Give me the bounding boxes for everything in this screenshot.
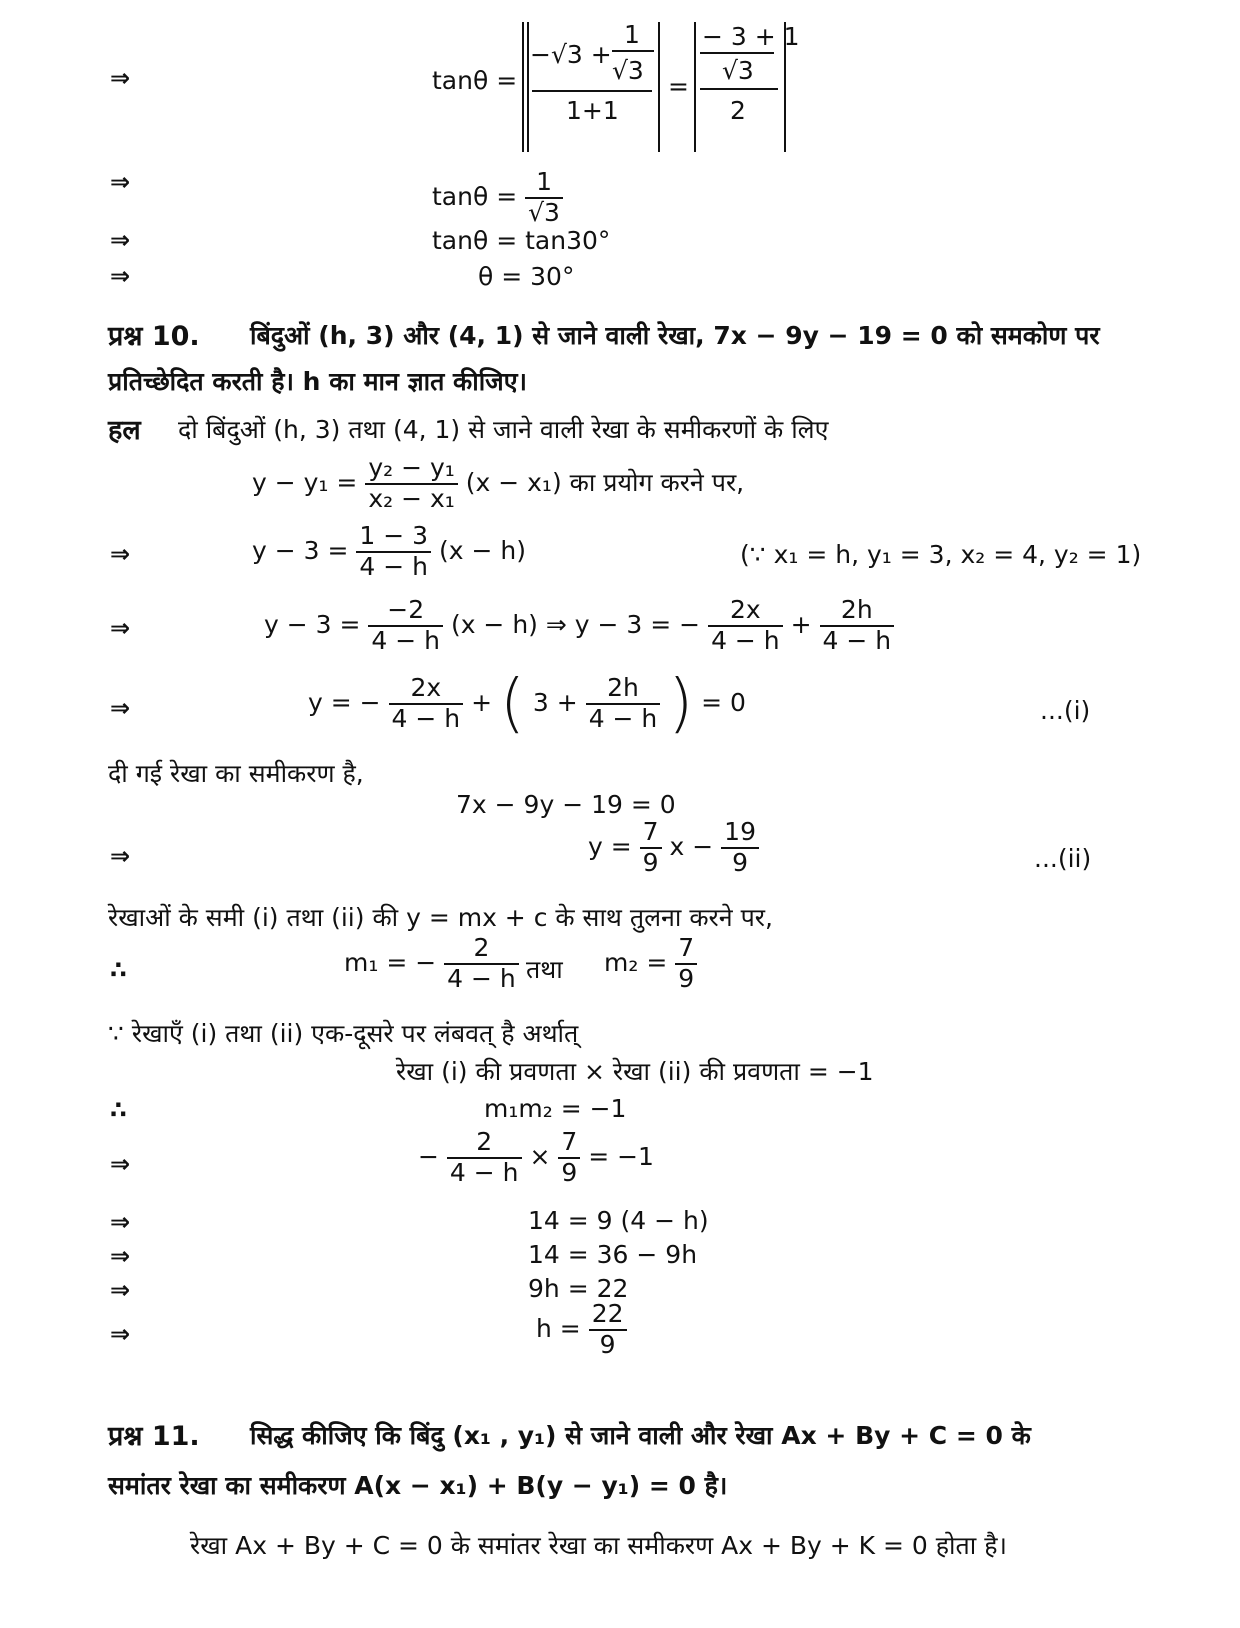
given-line-intro: दी गई रेखा का समीकरण है, [108, 759, 364, 788]
denominator: 4 − h [371, 625, 440, 655]
fraction [356, 522, 431, 582]
inner-frac-line [612, 50, 654, 52]
inner-frac-den: √3 [612, 56, 644, 85]
implies-arrow: ⇒ [110, 168, 131, 196]
denominator: 9 [732, 847, 749, 877]
tan-theta-lhs: tanθ = [432, 66, 518, 95]
minus-sign: − [418, 1141, 439, 1171]
abs-bar-left-2 [527, 22, 529, 152]
denominator: 9 [678, 963, 695, 993]
implies-arrow: ⇒ [110, 1320, 131, 1348]
question-11-text-2: समांतर रेखा का समीकरण A(x − x₁) + B(y − y₁) = 0 है। [108, 1471, 728, 1500]
denominator: 4 − h [359, 551, 429, 581]
equation-tag-i: ...(i) [1040, 696, 1091, 725]
two-point-formula [252, 454, 744, 514]
denominator: 4 − h [588, 704, 658, 733]
theta-value: θ = 30° [478, 262, 575, 291]
question-10-text-2: प्रतिच्छेदित करती है। h का मान ज्ञात कीजिए। [108, 367, 528, 396]
substitution-note: (∵ x₁ = h, y₁ = 3, x₂ = 4, y₂ = 1) [740, 540, 1142, 569]
step-product [418, 1128, 654, 1188]
implies-arrow: ⇒ [110, 226, 131, 254]
numerator: 7 [675, 934, 697, 965]
denominator: x₂ − x₁ [368, 483, 455, 513]
eq-line-2 [264, 596, 894, 656]
question-11-text-1: सिद्ध कीजिए कि बिंदु (x₁ , y₁) से जाने वाली और रेखा Ax + By + C = 0 के [250, 1421, 1031, 1450]
implies-arrow: ⇒ [110, 540, 131, 568]
equals-sign: = [668, 72, 689, 101]
main-frac-line [532, 90, 652, 92]
implies-arrow: ⇒ [110, 614, 131, 642]
implies-arrow: ⇒ [110, 1208, 131, 1236]
denominator: 9 [561, 1157, 578, 1187]
eq-line-3 [308, 667, 746, 741]
inner-denominator: 1+1 [566, 96, 619, 125]
step-6 [536, 1300, 627, 1360]
denominator: 4 − h [822, 625, 892, 655]
abs-bar-right [658, 22, 660, 152]
m2-lhs: m₂ = [604, 947, 668, 977]
numerator: y₂ − y₁ [365, 454, 457, 485]
numerator: 7 [558, 1128, 580, 1159]
right-numerator: − 3 + 1 [702, 22, 800, 51]
question-10-label: प्रश्न 10. [108, 321, 200, 352]
plus-sign: + [790, 609, 812, 639]
tatha-word: तथा [526, 955, 563, 984]
eq-inner: 3 + [532, 688, 578, 717]
denominator: 4 − h [711, 625, 780, 655]
right-paren: ) [668, 667, 694, 741]
fraction [586, 674, 661, 734]
denominator: 9 [642, 847, 659, 877]
abs-bar-left [522, 22, 524, 152]
numerator: 2h [586, 674, 661, 705]
line2-lhs: tanθ = [432, 181, 518, 211]
tan-theta-line3: tanθ = tan30° [432, 226, 611, 255]
times-sign: × [529, 1141, 551, 1171]
therefore-symbol: ∴ [110, 1096, 127, 1124]
right-sub-line [700, 52, 774, 54]
eq-line-1 [252, 522, 526, 582]
step-5: 9h = 22 [528, 1274, 629, 1303]
eq-lhs: y − 3 = [252, 535, 349, 565]
question-10-text-1: बिंदुओं (h, 3) और (4, 1) से जाने वाली रेखा, 7x − 9y − 19 = 0 को समकोण पर [250, 321, 1100, 350]
m1-lhs: m₁ = − [344, 947, 437, 977]
eq-lhs: y = [588, 831, 632, 861]
denominator: 4 − h [449, 1157, 519, 1187]
fraction [675, 934, 697, 994]
implies-arrow: ⇒ [110, 64, 131, 92]
slope-m1 [344, 934, 519, 994]
numerator: 19 [721, 818, 759, 849]
therefore-symbol: ∴ [110, 956, 127, 984]
right-main-line [700, 88, 778, 90]
eq-mid: x − [669, 831, 714, 861]
compare-line: रेखाओं के समी (i) तथा (ii) की y = mx + c के साथ तुलना करने पर, [108, 903, 773, 932]
question-11-label: प्रश्न 11. [108, 1421, 200, 1452]
eq-lhs: y − 3 = [264, 609, 361, 639]
perpendicular-line: ∵ रेखाएँ (i) तथा (ii) एक-दूसरे पर लंबवत् है अर्थात् [108, 1019, 579, 1048]
solution-label: हल [108, 415, 141, 446]
fraction [525, 168, 563, 228]
eq-rhs: = 0 [701, 688, 746, 717]
implies-arrow: ⇒ [110, 1150, 131, 1178]
eq-lhs: h = [536, 1313, 581, 1343]
abs-bar-left-r [694, 22, 696, 152]
fraction [820, 596, 895, 656]
numerator: −2 [368, 596, 443, 627]
left-paren: ( [500, 667, 525, 741]
fraction [640, 818, 662, 878]
given-line-equation: 7x − 9y − 19 = 0 [456, 790, 676, 819]
step-4: 14 = 36 − 9h [528, 1240, 698, 1269]
numerator: 22 [589, 1300, 627, 1331]
step-m1m2: m₁m₂ = −1 [484, 1094, 627, 1123]
denominator: 4 − h [447, 963, 516, 993]
numerator: 2h [820, 596, 895, 627]
plus-sign: + [471, 688, 493, 717]
equation-tag-ii: ...(ii) [1034, 844, 1092, 873]
implies-arrow: ⇒ [110, 1242, 131, 1270]
formula-rhs: (x − x₁) का प्रयोग करने पर, [465, 467, 745, 497]
tan-theta-line2 [432, 168, 563, 228]
eq-rhs: (x − h) [439, 535, 526, 565]
eq-mid: (x − h) ⇒ y − 3 = − [450, 609, 701, 639]
fraction [721, 818, 759, 878]
numerator: 7 [640, 818, 662, 849]
right-numerator-2: √3 [722, 56, 754, 85]
implies-arrow: ⇒ [110, 262, 131, 290]
question-11-solution: रेखा Ax + By + C = 0 के समांतर रेखा का समीकरण Ax + By + K = 0 होता है। [190, 1531, 1007, 1560]
numerator: 2x [708, 596, 783, 627]
fraction [444, 934, 519, 994]
fraction [708, 596, 783, 656]
fraction [558, 1128, 580, 1188]
denominator: 9 [599, 1329, 616, 1359]
fraction [368, 596, 443, 656]
inner-frac-num: 1 [624, 20, 640, 49]
implies-arrow: ⇒ [110, 842, 131, 870]
eq-rhs: = −1 [588, 1141, 654, 1171]
slope-relation: रेखा (i) की प्रवणता × रेखा (ii) की प्रवणता = −1 [396, 1057, 874, 1086]
inner-numerator-a: −√3 + [530, 40, 612, 69]
eq-lhs: y = − [308, 688, 381, 717]
formula-lhs: y − y₁ = [252, 467, 358, 497]
fraction [389, 674, 464, 734]
numerator: 2x [389, 674, 464, 705]
solution-intro: दो बिंदुओं (h, 3) तथा (4, 1) से जाने वाली रेखा के समीकरणों के लिए [178, 415, 829, 444]
slope-m2 [604, 934, 697, 994]
numerator: 1 − 3 [356, 522, 431, 553]
denominator: 4 − h [391, 704, 461, 733]
implies-arrow: ⇒ [110, 694, 131, 722]
given-line-slope-form [588, 818, 759, 878]
implies-arrow: ⇒ [110, 1276, 131, 1304]
numerator: 1 [525, 168, 563, 199]
right-denominator: 2 [730, 96, 746, 125]
fraction [589, 1300, 627, 1360]
fraction [447, 1128, 522, 1188]
denominator: √3 [528, 197, 560, 227]
step-3: 14 = 9 (4 − h) [528, 1206, 709, 1235]
fraction [365, 454, 457, 514]
abs-bar-right-r [784, 22, 786, 152]
numerator: 2 [444, 934, 519, 965]
numerator: 2 [447, 1128, 522, 1159]
